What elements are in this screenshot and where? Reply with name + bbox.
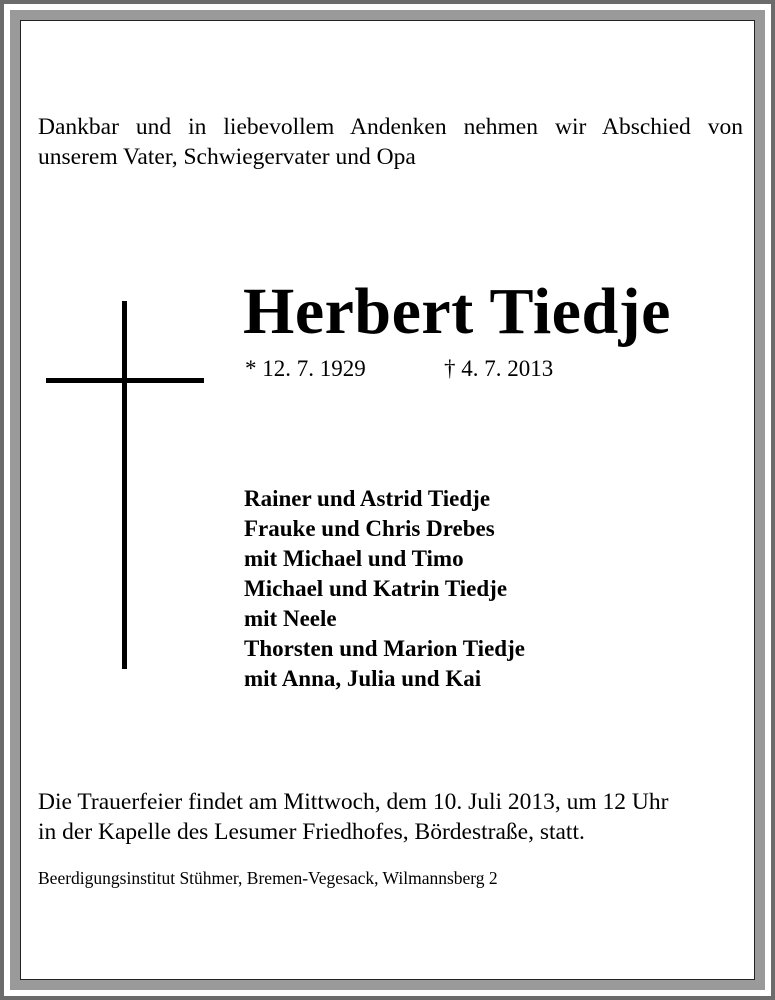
birth-date: * 12. 7. 1929 [245, 356, 366, 381]
intro-text [38, 112, 743, 172]
family-list [244, 484, 525, 694]
cross-icon-horizontal [46, 378, 204, 383]
deceased-name: Herbert Tiedje [243, 275, 671, 348]
death-date: † 4. 7. 2013 [444, 356, 554, 381]
undertaker-info: Beerdigungsinstitut Stühmer, Bremen-Vegesack, Wilmannsberg 2 [38, 868, 498, 888]
family-line: mit Anna, Julia und Kai [244, 666, 482, 691]
family-line: Thorsten und Marion Tiedje [244, 636, 525, 661]
cross-icon-vertical [122, 301, 127, 669]
ceremony-line-1: Die Trauerfeier findet am Mittwoch, dem 10. Juli 2013, um 12 Uhr [38, 789, 669, 815]
intro-line-1: Dankbar und in liebevollem Andenken nehmen wir Abschied von [38, 114, 743, 140]
family-line: Frauke und Chris Drebes [244, 516, 495, 541]
family-line: Rainer und Astrid Tiedje [244, 486, 491, 511]
intro-line-2: unserem Vater, Schwiegervater und Opa [38, 144, 416, 170]
ceremony-line-2: in der Kapelle des Lesumer Friedhofes, Bördestraße, statt. [38, 819, 585, 845]
family-line: Michael und Katrin Tiedje [244, 576, 508, 601]
family-line: mit Michael und Timo [244, 546, 464, 571]
ceremony-info [38, 787, 668, 847]
family-line: mit Neele [244, 606, 337, 631]
